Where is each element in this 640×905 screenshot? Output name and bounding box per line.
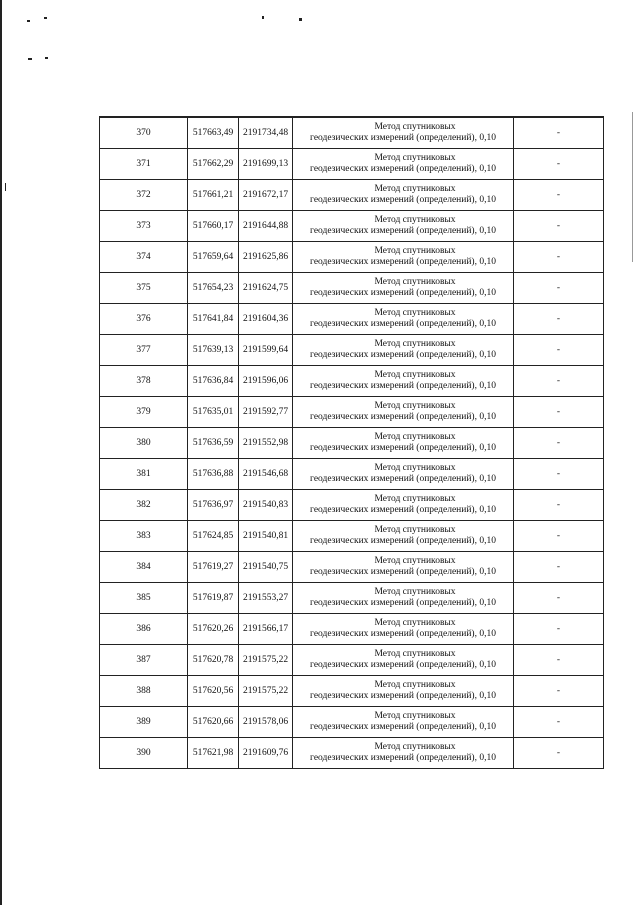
note-cell: - xyxy=(514,242,604,273)
note-cell: - xyxy=(514,676,604,707)
point-number-cell: 370 xyxy=(100,117,188,149)
method-line-1: Метод спутниковых xyxy=(374,432,456,442)
x-coordinate-cell: 517621,98 xyxy=(188,738,239,769)
method-cell xyxy=(293,428,514,459)
point-number-cell: 379 xyxy=(100,397,188,428)
method-line-2: геодезических измерений (определений), 0,10 xyxy=(310,257,496,267)
scan-speck xyxy=(5,183,6,191)
x-coordinate-cell: 517620,66 xyxy=(188,707,239,738)
y-coordinate-cell: 2191625,86 xyxy=(239,242,293,273)
point-number-cell: 372 xyxy=(100,180,188,211)
x-coordinate-cell: 517654,23 xyxy=(188,273,239,304)
point-number-cell: 373 xyxy=(100,211,188,242)
note-cell: - xyxy=(514,645,604,676)
method-line-2: геодезических измерений (определений), 0,10 xyxy=(310,474,496,484)
method-line-1: Метод спутниковых xyxy=(374,370,456,380)
point-number-cell: 371 xyxy=(100,149,188,180)
method-cell xyxy=(293,211,514,242)
table-row xyxy=(100,490,604,521)
y-coordinate-cell: 2191540,81 xyxy=(239,521,293,552)
x-coordinate-cell: 517659,64 xyxy=(188,242,239,273)
point-number-cell: 388 xyxy=(100,676,188,707)
note-cell: - xyxy=(514,490,604,521)
method-line-1: Метод спутниковых xyxy=(374,277,456,287)
note-cell: - xyxy=(514,707,604,738)
x-coordinate-cell: 517619,27 xyxy=(188,552,239,583)
y-coordinate-cell: 2191575,22 xyxy=(239,676,293,707)
x-coordinate-cell: 517660,17 xyxy=(188,211,239,242)
note-cell: - xyxy=(514,180,604,211)
method-line-2: геодезических измерений (определений), 0,10 xyxy=(310,753,496,763)
x-coordinate-cell: 517624,85 xyxy=(188,521,239,552)
method-line-2: геодезических измерений (определений), 0,10 xyxy=(310,195,496,205)
table-row xyxy=(100,521,604,552)
method-line-1: Метод спутниковых xyxy=(374,711,456,721)
note-cell: - xyxy=(514,149,604,180)
method-line-1: Метод спутниковых xyxy=(374,184,456,194)
table-row xyxy=(100,738,604,769)
method-line-2: геодезических измерений (определений), 0,10 xyxy=(310,288,496,298)
note-cell: - xyxy=(514,304,604,335)
method-line-2: геодезических измерений (определений), 0,10 xyxy=(310,133,496,143)
point-number-cell: 385 xyxy=(100,583,188,614)
point-number-cell: 380 xyxy=(100,428,188,459)
note-cell: - xyxy=(514,428,604,459)
method-line-1: Метод спутниковых xyxy=(374,525,456,535)
method-cell xyxy=(293,242,514,273)
y-coordinate-cell: 2191599,64 xyxy=(239,335,293,366)
y-coordinate-cell: 2191644,88 xyxy=(239,211,293,242)
y-coordinate-cell: 2191566,17 xyxy=(239,614,293,645)
method-cell xyxy=(293,149,514,180)
table-row xyxy=(100,614,604,645)
method-line-2: геодезических измерений (определений), 0,10 xyxy=(310,319,496,329)
y-coordinate-cell: 2191624,75 xyxy=(239,273,293,304)
x-coordinate-cell: 517620,26 xyxy=(188,614,239,645)
method-cell xyxy=(293,645,514,676)
method-line-2: геодезических измерений (определений), 0,10 xyxy=(310,381,496,391)
table-row xyxy=(100,304,604,335)
x-coordinate-cell: 517661,21 xyxy=(188,180,239,211)
method-line-2: геодезических измерений (определений), 0,10 xyxy=(310,691,496,701)
x-coordinate-cell: 517641,84 xyxy=(188,304,239,335)
scan-speck xyxy=(262,16,264,19)
method-cell xyxy=(293,490,514,521)
table-row xyxy=(100,242,604,273)
method-cell xyxy=(293,583,514,614)
table-row xyxy=(100,366,604,397)
table-row xyxy=(100,149,604,180)
scan-speck xyxy=(45,57,48,59)
x-coordinate-cell: 517636,88 xyxy=(188,459,239,490)
method-cell xyxy=(293,552,514,583)
note-cell: - xyxy=(514,335,604,366)
note-cell: - xyxy=(514,117,604,149)
y-coordinate-cell: 2191552,98 xyxy=(239,428,293,459)
scan-speck xyxy=(44,17,47,19)
table-row xyxy=(100,707,604,738)
table-row xyxy=(100,397,604,428)
x-coordinate-cell: 517662,29 xyxy=(188,149,239,180)
method-line-1: Метод спутниковых xyxy=(374,649,456,659)
note-cell: - xyxy=(514,583,604,614)
y-coordinate-cell: 2191553,27 xyxy=(239,583,293,614)
coordinates-table xyxy=(99,116,604,769)
scan-speck xyxy=(299,18,302,21)
note-cell: - xyxy=(514,738,604,769)
note-cell: - xyxy=(514,397,604,428)
method-line-1: Метод спутниковых xyxy=(374,556,456,566)
method-cell xyxy=(293,273,514,304)
point-number-cell: 375 xyxy=(100,273,188,304)
point-number-cell: 390 xyxy=(100,738,188,769)
note-cell: - xyxy=(514,366,604,397)
method-cell xyxy=(293,335,514,366)
scan-edge-left xyxy=(0,0,2,905)
note-cell: - xyxy=(514,273,604,304)
y-coordinate-cell: 2191604,36 xyxy=(239,304,293,335)
point-number-cell: 383 xyxy=(100,521,188,552)
x-coordinate-cell: 517619,87 xyxy=(188,583,239,614)
point-number-cell: 387 xyxy=(100,645,188,676)
y-coordinate-cell: 2191734,48 xyxy=(239,117,293,149)
method-line-2: геодезических измерений (определений), 0,10 xyxy=(310,505,496,515)
point-number-cell: 384 xyxy=(100,552,188,583)
y-coordinate-cell: 2191609,76 xyxy=(239,738,293,769)
method-cell xyxy=(293,366,514,397)
method-line-1: Метод спутниковых xyxy=(374,339,456,349)
y-coordinate-cell: 2191546,68 xyxy=(239,459,293,490)
table-row xyxy=(100,117,604,149)
method-line-1: Метод спутниковых xyxy=(374,618,456,628)
method-line-2: геодезических измерений (определений), 0,10 xyxy=(310,536,496,546)
method-line-1: Метод спутниковых xyxy=(374,587,456,597)
x-coordinate-cell: 517620,78 xyxy=(188,645,239,676)
table-row xyxy=(100,583,604,614)
method-line-2: геодезических измерений (определений), 0,10 xyxy=(310,350,496,360)
y-coordinate-cell: 2191699,13 xyxy=(239,149,293,180)
method-line-1: Метод спутниковых xyxy=(374,215,456,225)
method-line-2: геодезических измерений (определений), 0,10 xyxy=(310,660,496,670)
y-coordinate-cell: 2191540,75 xyxy=(239,552,293,583)
method-line-1: Метод спутниковых xyxy=(374,463,456,473)
method-line-1: Метод спутниковых xyxy=(374,680,456,690)
table-row xyxy=(100,428,604,459)
method-cell xyxy=(293,304,514,335)
table-row xyxy=(100,645,604,676)
method-line-1: Метод спутниковых xyxy=(374,308,456,318)
method-line-1: Метод спутниковых xyxy=(374,122,456,132)
x-coordinate-cell: 517663,49 xyxy=(188,117,239,149)
method-cell xyxy=(293,117,514,149)
table-row xyxy=(100,273,604,304)
note-cell: - xyxy=(514,614,604,645)
point-number-cell: 381 xyxy=(100,459,188,490)
method-cell xyxy=(293,614,514,645)
method-line-1: Метод спутниковых xyxy=(374,246,456,256)
method-line-2: геодезических измерений (определений), 0,10 xyxy=(310,226,496,236)
method-cell xyxy=(293,459,514,490)
y-coordinate-cell: 2191596,06 xyxy=(239,366,293,397)
y-coordinate-cell: 2191592,77 xyxy=(239,397,293,428)
method-line-2: геодезических измерений (определений), 0,10 xyxy=(310,412,496,422)
y-coordinate-cell: 2191672,17 xyxy=(239,180,293,211)
method-line-1: Метод спутниковых xyxy=(374,494,456,504)
method-line-1: Метод спутниковых xyxy=(374,401,456,411)
table-row xyxy=(100,211,604,242)
note-cell: - xyxy=(514,552,604,583)
y-coordinate-cell: 2191540,83 xyxy=(239,490,293,521)
table-row xyxy=(100,459,604,490)
scan-edge-right xyxy=(632,112,633,262)
method-cell xyxy=(293,397,514,428)
method-line-1: Метод спутниковых xyxy=(374,153,456,163)
x-coordinate-cell: 517636,84 xyxy=(188,366,239,397)
note-cell: - xyxy=(514,459,604,490)
method-line-1: Метод спутниковых xyxy=(374,742,456,752)
method-line-2: геодезических измерений (определений), 0,10 xyxy=(310,164,496,174)
method-line-2: геодезических измерений (определений), 0,10 xyxy=(310,598,496,608)
point-number-cell: 386 xyxy=(100,614,188,645)
x-coordinate-cell: 517636,97 xyxy=(188,490,239,521)
scan-speck xyxy=(27,20,30,22)
method-cell xyxy=(293,180,514,211)
method-line-2: геодезических измерений (определений), 0,10 xyxy=(310,567,496,577)
point-number-cell: 378 xyxy=(100,366,188,397)
point-number-cell: 374 xyxy=(100,242,188,273)
table-row xyxy=(100,335,604,366)
method-cell xyxy=(293,707,514,738)
point-number-cell: 377 xyxy=(100,335,188,366)
point-number-cell: 382 xyxy=(100,490,188,521)
method-cell xyxy=(293,738,514,769)
method-cell xyxy=(293,676,514,707)
x-coordinate-cell: 517635,01 xyxy=(188,397,239,428)
y-coordinate-cell: 2191578,06 xyxy=(239,707,293,738)
method-cell xyxy=(293,521,514,552)
note-cell: - xyxy=(514,211,604,242)
x-coordinate-cell: 517639,13 xyxy=(188,335,239,366)
coordinates-table-body xyxy=(100,117,604,769)
y-coordinate-cell: 2191575,22 xyxy=(239,645,293,676)
table-row xyxy=(100,676,604,707)
method-line-2: геодезических измерений (определений), 0,10 xyxy=(310,722,496,732)
scan-speck xyxy=(28,58,32,60)
table-row xyxy=(100,552,604,583)
note-cell: - xyxy=(514,521,604,552)
point-number-cell: 376 xyxy=(100,304,188,335)
method-line-2: геодезических измерений (определений), 0,10 xyxy=(310,443,496,453)
table-row xyxy=(100,180,604,211)
x-coordinate-cell: 517620,56 xyxy=(188,676,239,707)
method-line-2: геодезических измерений (определений), 0,10 xyxy=(310,629,496,639)
point-number-cell: 389 xyxy=(100,707,188,738)
x-coordinate-cell: 517636,59 xyxy=(188,428,239,459)
